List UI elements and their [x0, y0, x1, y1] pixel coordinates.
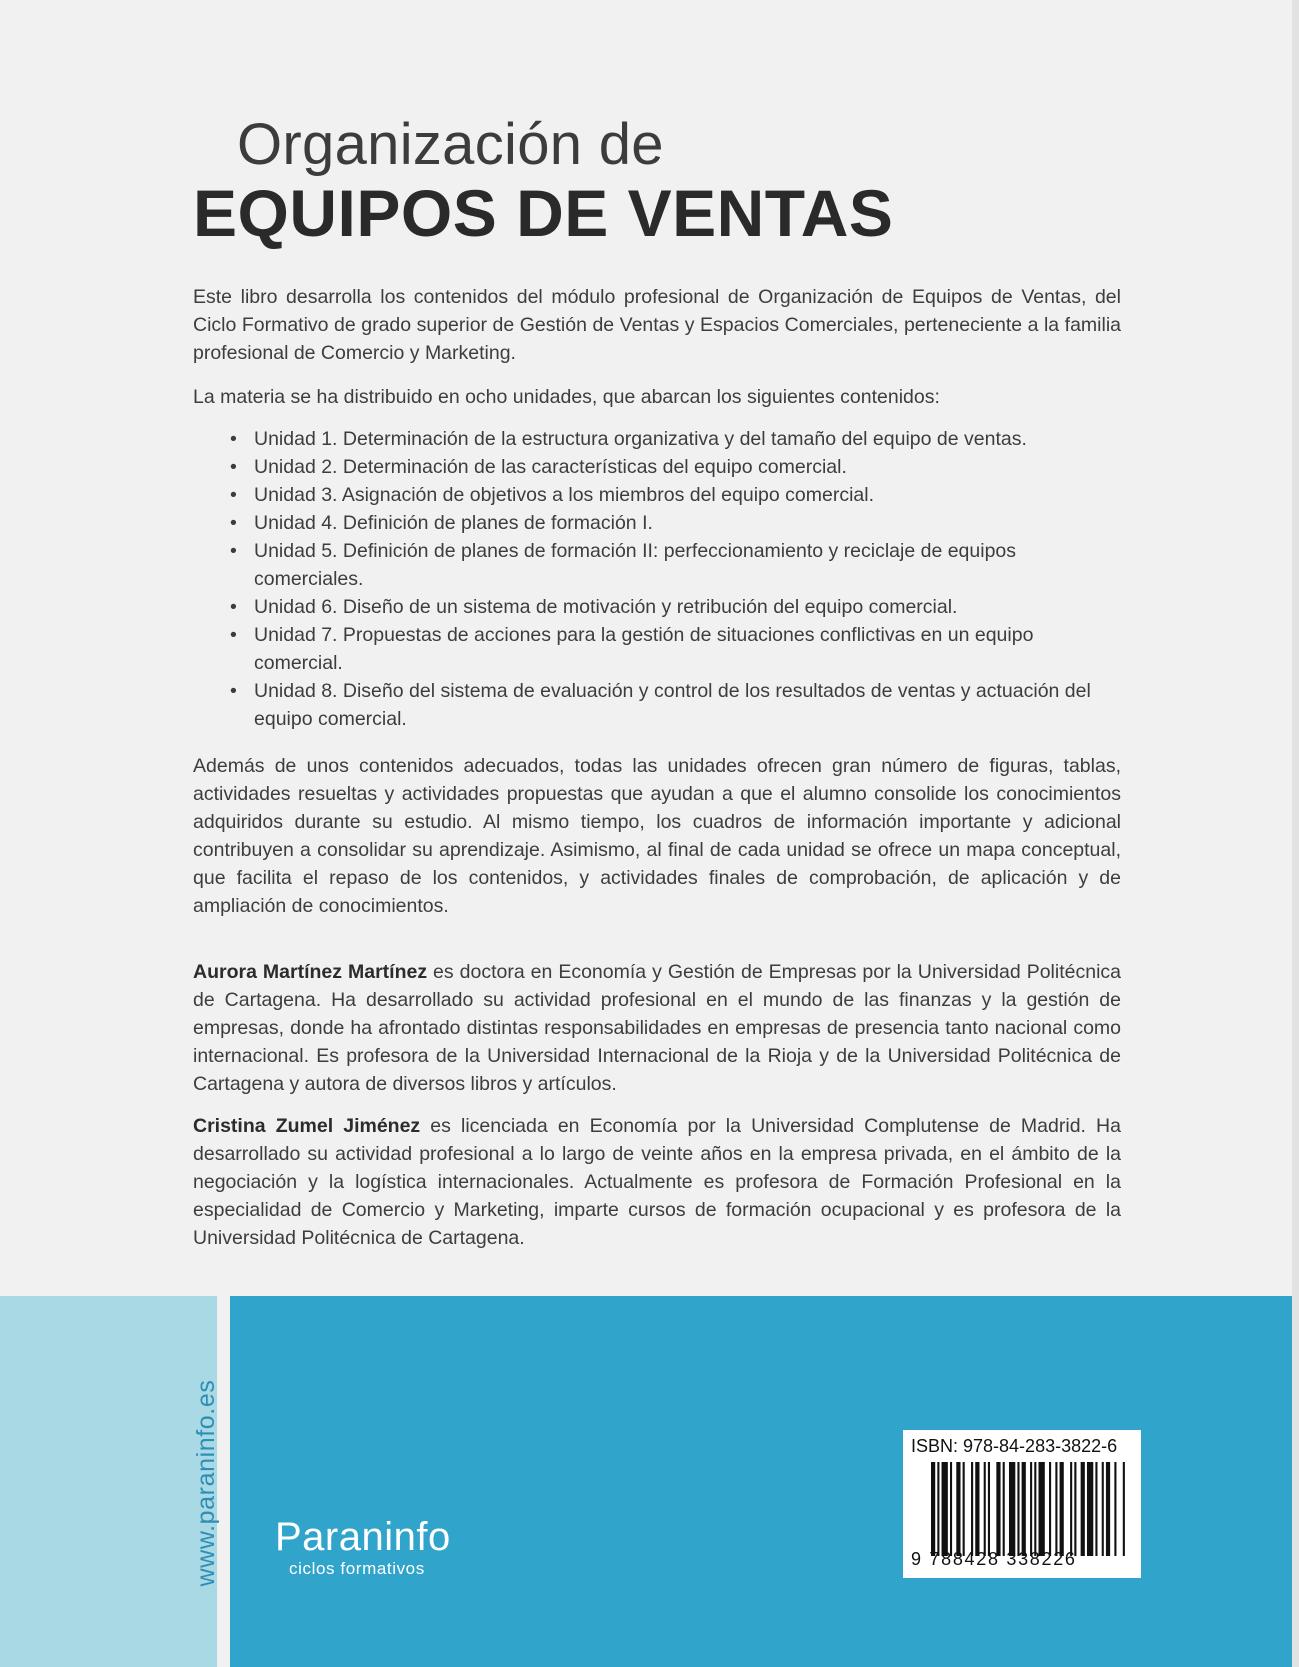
list-item-unit-7: • Unidad 7. Propuestas de acciones para la gestión de situaciones conflictivas en un equipo comercial. [230, 621, 1123, 677]
list-item-unit-2: • Unidad 2. Determinación de las características del equipo comercial. [230, 453, 1123, 481]
title-line-1: Organización de [237, 112, 664, 177]
barcode-bar [1081, 1462, 1085, 1556]
barcode-bar [931, 1462, 935, 1556]
author-bio-2 [193, 1112, 1121, 1252]
isbn-label: ISBN: 978-84-283-3822-6 [911, 1436, 1118, 1456]
barcode-icon [931, 1462, 1127, 1556]
publisher-logo [275, 1515, 451, 1579]
list-item-unit-3: • Unidad 3. Asignación de objetivos a los miembros del equipo comercial. [230, 481, 1123, 509]
list-item-unit-5: • Unidad 5. Definición de planes de formación II: perfeccionamiento y reciclaje de equipos comerciales. [230, 537, 1123, 593]
barcode-bar [971, 1462, 973, 1556]
series-name: ciclos formativos [289, 1559, 425, 1578]
barcode-bar [942, 1462, 948, 1556]
list-item-unit-4: • Unidad 4. Definición de planes de formación I. [230, 509, 1123, 537]
list-item-unit-1: • Unidad 1. Determinación de la estructura organizativa y del tamaño del equipo de ventas. [230, 425, 1123, 453]
barcode-bar [1106, 1462, 1110, 1556]
barcode-bar [1070, 1462, 1072, 1556]
barcode-bar [1030, 1462, 1032, 1556]
features-paragraph: Además de unos contenidos adecuados, todas las unidades ofrecen gran número de figuras, tablas, actividades resueltas y actividades propuestas que ayudan a que el alumno consolide los conocimientos adquiridos durante su estudio. Al mismo tiempo, los cuadros de información importante y adicional contribuyen a consolidar su aprendizaje. Asimismo, al final de cada unidad se ofrece un mapa conceptual, que facilita el repaso de los contenidos, y actividades finales de comprobación, de aplicación y de ampliación de conocimientos. [193, 755, 1121, 917]
barcode-bar [950, 1462, 952, 1556]
barcode-bar [956, 1462, 960, 1556]
barcode-bar [996, 1462, 1000, 1556]
isbn-barcode-box [903, 1430, 1141, 1578]
barcode-bar [984, 1462, 986, 1556]
barcode-bar [1009, 1462, 1015, 1556]
barcode-bar [975, 1462, 979, 1556]
barcode-bar [1087, 1462, 1093, 1556]
cover-edge [1292, 0, 1299, 1667]
barcode-bar [937, 1462, 939, 1556]
author-bio-text-1: es doctora en Economía y Gestión de Empresas por la Universidad Politécnica de Cartagena. Ha desarrollado su actividad profesional en el mundo de las finanzas y la gestión de empresas, donde ha afrontado distintas responsabilidades en empresas de presencia tanto nacional como internacional. Es profesora de la Universidad Internacional de la Rioja y de la Universidad Politécnica de Cartagena y autora de diversos libros y artículos. [193, 961, 1121, 1095]
barcode-digits: 9 788428 338226 [911, 1549, 1077, 1569]
barcode-bar [1038, 1462, 1044, 1556]
barcode-bar [988, 1462, 990, 1556]
author-bio-text-2: es licenciada en Economía por la Universidad Complutense de Madrid. Ha desarrollado su actividad profesional a lo largo de veinte años en la empresa privada, en el ámbito de la negociación y la logística internacionales. Actualmente es profesora de Formación Profesional en la especialidad de Comercio y Marketing, imparte cursos de formación ocupacional y es profesora de la Universidad Politécnica de Cartagena. [193, 1115, 1121, 1249]
barcode-bar [1049, 1462, 1051, 1556]
footer-band-light [0, 1296, 217, 1667]
barcode-bar [1022, 1462, 1026, 1556]
list-item-unit-8: • Unidad 8. Diseño del sistema de evaluación y control de los resultados de ventas y actuación del equipo comercial. [230, 677, 1123, 733]
title-line-2: EQUIPOS DE VENTAS [193, 176, 894, 250]
website-url: www.paraninfo.es [192, 1379, 220, 1587]
author-name-2: Cristina Zumel Jiménez [193, 1115, 421, 1137]
units-list [230, 425, 1123, 733]
barcode-bar [1003, 1462, 1005, 1556]
book-title [193, 112, 893, 248]
barcode-bar [1055, 1462, 1057, 1556]
barcode-bar [1017, 1462, 1019, 1556]
barcode-bar [1102, 1462, 1104, 1556]
list-item-unit-6: • Unidad 6. Diseño de un sistema de motivación y retribución del equipo comercial. [230, 593, 1123, 621]
barcode-bar [1060, 1462, 1064, 1556]
intro-paragraph: Este libro desarrolla los contenidos del módulo profesional de Organización de Equipos de Ventas, del Ciclo Formativo de grado superior de Gestión de Ventas y Espacios Comerciales, perteneciente a la familia profesional de Comercio y Marketing. [193, 286, 1121, 364]
barcode-bar [1123, 1462, 1125, 1556]
publisher-name: Paraninfo [275, 1515, 451, 1559]
barcode-bar [963, 1462, 965, 1556]
author-name-1: Aurora Martínez Martínez [193, 961, 428, 983]
barcode-bar [1114, 1462, 1116, 1556]
units-lead-paragraph: La materia se ha distribuido en ocho unidades, que abarcan los siguientes contenidos: [193, 386, 940, 408]
author-bio-1 [193, 958, 1121, 1098]
barcode-bar [1034, 1462, 1036, 1556]
website-link[interactable] [189, 1303, 223, 1663]
barcode-bar [1095, 1462, 1097, 1556]
barcode-bar [1074, 1462, 1076, 1556]
